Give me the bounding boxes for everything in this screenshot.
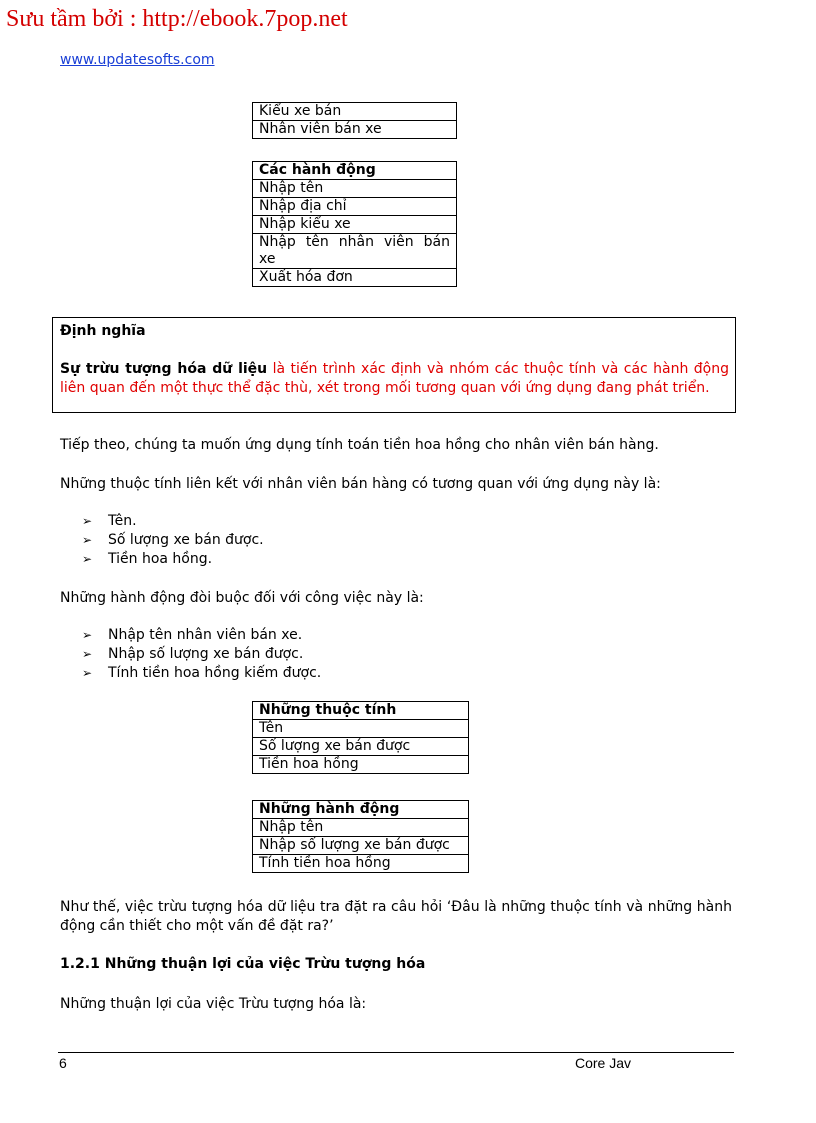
- definition-box: [52, 317, 736, 413]
- paragraph: Tiếp theo, chúng ta muốn ứng dụng tính toán tiền hoa hồng cho nhân viên bán hàng.: [60, 437, 659, 453]
- arrow-bullet-icon: ➢: [82, 514, 93, 528]
- list-item: ➢ Số lượng xe bán được.: [82, 532, 264, 548]
- table-cell: Số lượng xe bán được: [253, 738, 469, 756]
- table-row: [253, 198, 457, 216]
- table-cell: Tên: [253, 720, 469, 738]
- definition-body: [60, 360, 729, 398]
- attribute-list: [82, 512, 264, 569]
- arrow-bullet-icon: ➢: [82, 628, 93, 642]
- table-row: [253, 234, 457, 269]
- paragraph: Những thuận lợi của việc Trừu tượng hóa là:: [60, 996, 367, 1012]
- table-row: [253, 103, 457, 121]
- paragraph: Như thế, việc trừu tượng hóa dữ liệu tra đặt ra câu hỏi ‘Đâu là những thuộc tính và những hành động cần thiết cho một vấn đề đặt ra?’: [60, 899, 732, 934]
- watermark: Sưu tầm bởi : http://ebook.7pop.net: [6, 6, 348, 32]
- definition-title: Định nghĩa: [60, 323, 146, 339]
- actions-table: [252, 161, 457, 287]
- list-item: ➢ Tiền hoa hồng.: [82, 551, 213, 567]
- footer-title: Core Jav: [575, 1055, 632, 1071]
- site-link[interactable]: www.updatesofts.com: [60, 52, 215, 68]
- action-list: [82, 626, 321, 683]
- table-header: Các hành động: [253, 162, 457, 180]
- table-row: [253, 837, 469, 855]
- table-cell: Nhân viên bán xe: [253, 121, 457, 139]
- arrow-bullet-icon: ➢: [82, 666, 93, 680]
- table-row: [253, 121, 457, 139]
- table-row: [253, 738, 469, 756]
- table-cell: Xuất hóa đơn: [253, 269, 457, 287]
- salesperson-attributes-table: [252, 701, 469, 774]
- table-cell: Nhập tên: [253, 180, 457, 198]
- table-cell: Nhập tên: [253, 819, 469, 837]
- attributes-table-partial: [252, 102, 457, 139]
- arrow-bullet-icon: ➢: [82, 647, 93, 661]
- table-cell: Tiền hoa hồng: [253, 756, 469, 774]
- table-header: Những thuộc tính: [253, 702, 469, 720]
- definition-text: là tiến trình xác định và nhóm các thuộc tính và các hành động liên quan đến một thực thể đặc thù, xét trong mối tương quan với ứng dụng đang phát triển.: [60, 361, 730, 396]
- paragraph: Những hành động đòi buộc đối với công việc này là:: [60, 590, 424, 606]
- table-row: [253, 180, 457, 198]
- definition-term: Sự trừu tượng hóa dữ liệu: [60, 361, 268, 377]
- table-row: [253, 720, 469, 738]
- arrow-bullet-icon: ➢: [82, 552, 93, 566]
- table-row: [253, 756, 469, 774]
- list-item: ➢ Nhập số lượng xe bán được.: [82, 646, 304, 662]
- table-header: Những hành động: [253, 801, 469, 819]
- list-item: ➢ Tính tiền hoa hồng kiếm được.: [82, 665, 322, 681]
- table-header-row: [253, 162, 457, 180]
- section-heading: 1.2.1 Những thuận lợi của việc Trừu tượng hóa: [60, 956, 426, 972]
- list-item: ➢ Nhập tên nhân viên bán xe.: [82, 627, 303, 643]
- arrow-bullet-icon: ➢: [82, 533, 93, 547]
- paragraph: Những thuộc tính liên kết với nhân viên bán hàng có tương quan với ứng dụng này là:: [60, 476, 661, 492]
- table-cell: Nhập tên nhân viên bán xe: [253, 234, 457, 269]
- table-cell: Tính tiền hoa hồng: [253, 855, 469, 873]
- list-item: ➢ Tên.: [82, 513, 137, 529]
- table-row: [253, 216, 457, 234]
- table-cell: Nhập kiểu xe: [253, 216, 457, 234]
- table-cell: Nhập địa chỉ: [253, 198, 457, 216]
- page-number: 6: [59, 1055, 67, 1071]
- table-cell: Kiểu xe bán: [253, 103, 457, 121]
- footer-divider: [58, 1052, 734, 1053]
- table-row: [253, 855, 469, 873]
- table-header-row: [253, 801, 469, 819]
- table-row: [253, 819, 469, 837]
- salesperson-actions-table: [252, 800, 469, 873]
- table-row: [253, 269, 457, 287]
- table-cell: Nhập số lượng xe bán được: [253, 837, 469, 855]
- table-header-row: [253, 702, 469, 720]
